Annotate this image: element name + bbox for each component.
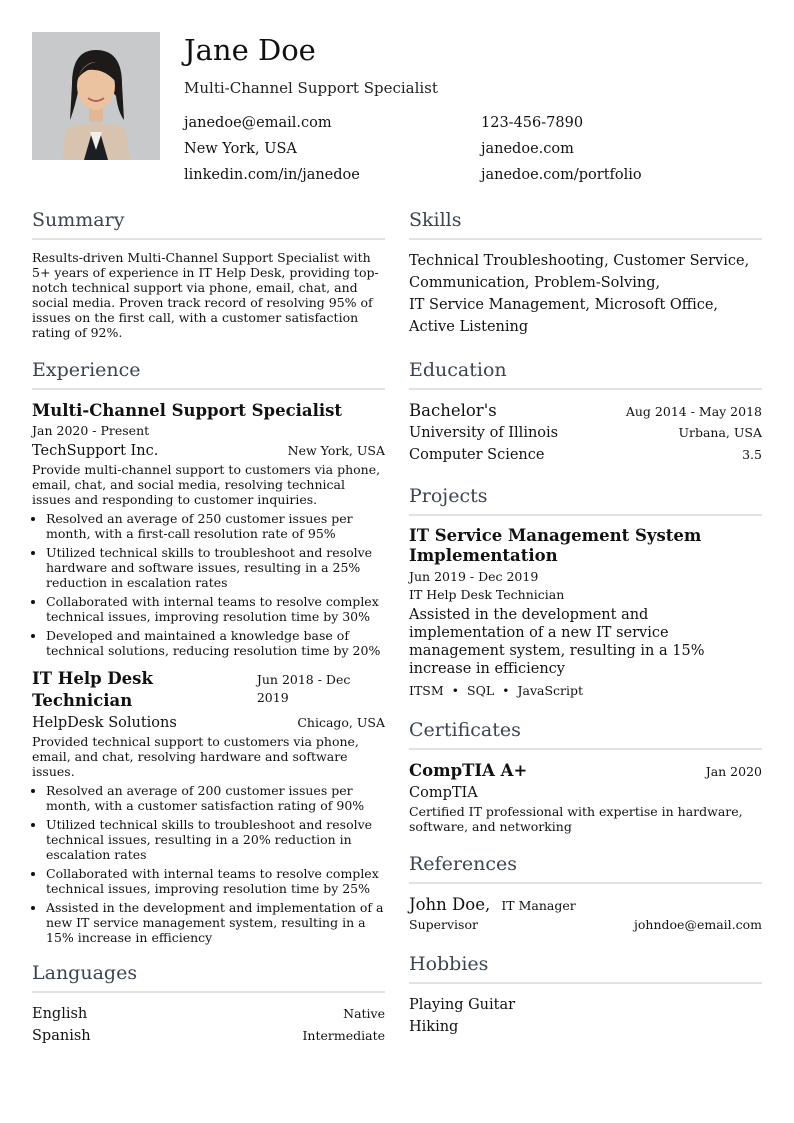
project-title: IT Service Management System Implementation <box>409 526 702 565</box>
candidate-title: Multi-Channel Support Specialist <box>184 79 438 97</box>
certificates-section <box>409 716 762 834</box>
job-description: Provided technical support to customers via phone, email, and chat, resolving hardware and software issues. <box>32 734 359 779</box>
job-entry <box>32 668 385 945</box>
project-tag: ITSM <box>409 683 444 698</box>
skill-item: Microsoft Office, <box>594 297 719 313</box>
job-description: Provide multi-channel support to customers via phone, email, chat, and social media, resolving technical issues and responding to customer inquiries. <box>32 462 381 507</box>
certificate-description: Certified IT professional with expertise in hardware, software, and networking <box>409 804 743 834</box>
project-tag: JavaScript <box>517 683 584 698</box>
skills-heading: Skills <box>409 206 762 240</box>
certificates-heading: Certificates <box>409 716 762 750</box>
skill-item: Problem-Solving, <box>534 275 661 291</box>
job-title: IT Help Desk Technician <box>32 669 153 710</box>
school-name: University of Illinois <box>409 425 559 441</box>
education-heading: Education <box>409 356 762 390</box>
tag-separator-icon: • <box>502 683 510 698</box>
job-location: Chicago, USA <box>297 715 385 730</box>
certificate-name: CompTIA A+ <box>409 761 528 780</box>
job-location: New York, USA <box>287 443 385 458</box>
reference-relation: Supervisor <box>409 917 478 932</box>
skill-item: Communication, <box>409 275 530 291</box>
location-text: New York, USA <box>184 141 297 157</box>
project-dates: Jun 2019 - Dec 2019 <box>409 569 539 584</box>
hobbies-heading: Hobbies <box>409 950 762 984</box>
project-role: IT Help Desk Technician <box>409 587 565 602</box>
skill-item: Technical Troubleshooting, <box>409 253 609 269</box>
job-bullet: • Assisted in the development and implementation of a new IT service management system, resulting in a 15% increase in efficiency <box>46 900 385 945</box>
skills-section <box>409 206 762 338</box>
left-column <box>32 206 385 1059</box>
language-level: Intermediate <box>302 1028 385 1043</box>
summary-heading: Summary <box>32 206 385 240</box>
language-name: English <box>32 1006 88 1022</box>
hobby-item: Hiking <box>409 1019 459 1035</box>
skill-item: Active Listening <box>409 319 529 335</box>
job-bullet: • Developed and maintained a knowledge base of technical solutions, reducing resolution time by 20% <box>46 628 385 658</box>
skill-item: IT Service Management, <box>409 297 591 313</box>
job-bullet: • Resolved an average of 200 customer issues per month, with a customer satisfaction rating of 90% <box>46 783 385 813</box>
summary-text: Results-driven Multi-Channel Support Specialist with 5+ years of experience in IT Help Desk, providing top-notch technical support via phone, email, chat, and social media. Proven track record of resolving 95% of issues on the first call, with a customer satisfaction rating of 92%. <box>32 250 379 340</box>
candidate-name: Jane Doe <box>184 33 316 67</box>
job-bullet: • Collaborated with internal teams to resolve complex technical issues, improving resolution time by 30% <box>46 594 385 624</box>
references-section <box>409 850 762 934</box>
email-link[interactable]: janedoe@email.com <box>184 115 332 131</box>
project-description: Assisted in the development and implementation of a new IT service management system, resulting in a 15% increase in efficiency <box>409 607 705 677</box>
right-column <box>409 206 762 1050</box>
skills-list <box>409 250 762 338</box>
experience-heading: Experience <box>32 356 385 390</box>
projects-section <box>409 482 762 700</box>
school-location: Urbana, USA <box>678 425 762 440</box>
language-item <box>32 1025 385 1047</box>
field-of-study: Computer Science <box>409 447 545 463</box>
website-link[interactable]: janedoe.com <box>481 141 574 157</box>
degree-name: Bachelor's <box>409 401 497 420</box>
reference-position: IT Manager <box>501 898 576 913</box>
project-tag: SQL <box>467 683 495 698</box>
job-bullets <box>32 511 385 658</box>
language-name: Spanish <box>32 1028 91 1044</box>
certificate-date: Jan 2020 <box>705 764 762 779</box>
job-bullet: • Utilized technical skills to troubleshoot and resolve technical issues, resulting in a 20% reduction in escalation rates <box>46 817 385 862</box>
hobby-item: Playing Guitar <box>409 997 516 1013</box>
job-bullets <box>32 783 385 945</box>
skill-item: Customer Service, <box>613 253 750 269</box>
profile-photo <box>32 32 160 160</box>
summary-section <box>32 206 385 340</box>
tag-separator-icon: • <box>451 683 460 698</box>
job-bullet: • Collaborated with internal teams to resolve complex technical issues, improving resolution time by 25% <box>46 866 385 896</box>
experience-section <box>32 356 385 945</box>
job-dates: Jun 2018 - Dec 2019 <box>256 672 351 705</box>
job-company: TechSupport Inc. <box>32 443 159 459</box>
project-tags <box>409 682 762 700</box>
person-avatar-icon <box>32 32 160 160</box>
job-bullet: • Utilized technical skills to troubleshoot and resolve hardware and software issues, resulting in a 25% reduction in escalation rates <box>46 545 385 590</box>
job-company: HelpDesk Solutions <box>32 715 177 731</box>
reference-name: John Doe, <box>409 895 491 914</box>
references-heading: References <box>409 850 762 884</box>
education-section <box>409 356 762 466</box>
job-bullet: • Resolved an average of 250 customer issues per month, with a first-call resolution rate of 95% <box>46 511 385 541</box>
reference-email[interactable]: johndoe@email.com <box>634 917 762 932</box>
job-title: Multi-Channel Support Specialist <box>32 401 343 420</box>
languages-section <box>32 959 385 1047</box>
education-dates: Aug 2014 - May 2018 <box>625 404 762 419</box>
languages-heading: Languages <box>32 959 385 993</box>
job-dates: Jan 2020 - Present <box>32 423 150 438</box>
hobbies-section <box>409 950 762 1038</box>
language-level: Native <box>343 1006 385 1021</box>
language-item <box>32 1003 385 1025</box>
portfolio-link[interactable]: janedoe.com/portfolio <box>481 167 642 183</box>
certificate-issuer: CompTIA <box>409 785 478 801</box>
job-entry <box>32 400 385 658</box>
projects-heading: Projects <box>409 482 762 516</box>
phone-number: 123-456-7890 <box>481 115 584 131</box>
linkedin-link[interactable]: linkedin.com/in/janedoe <box>184 167 360 183</box>
gpa-value: 3.5 <box>742 447 762 462</box>
